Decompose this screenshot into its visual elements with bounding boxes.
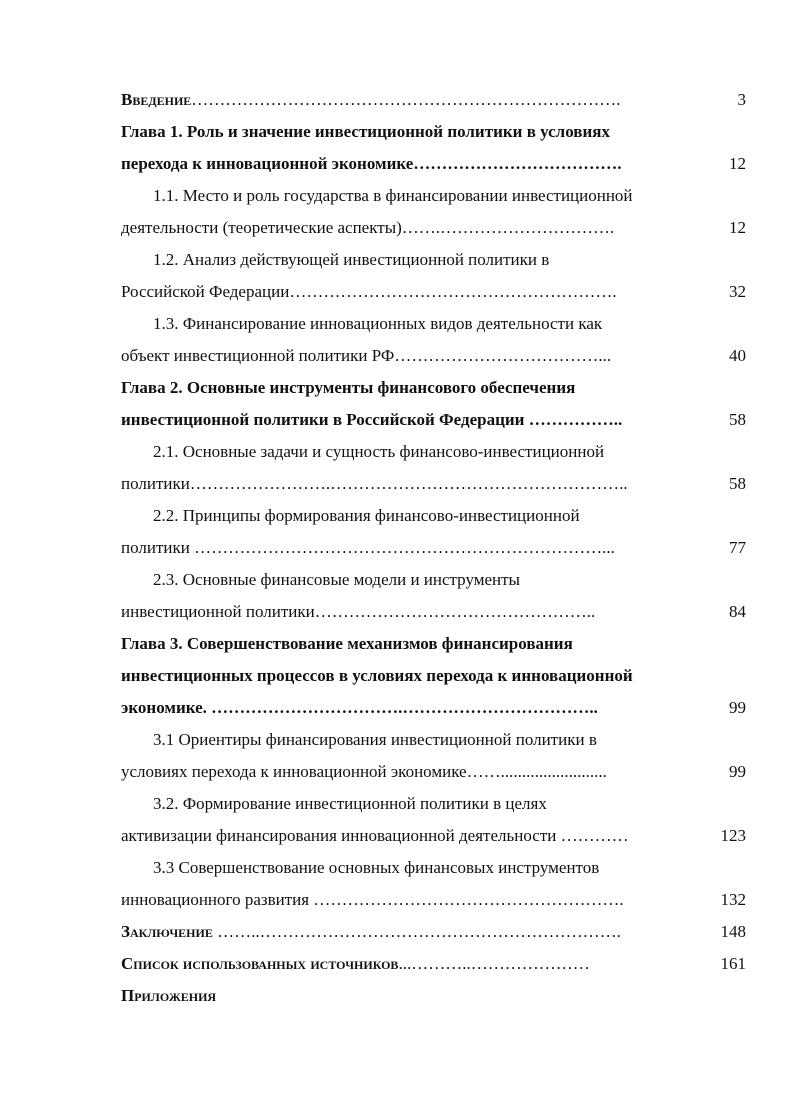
toc-entry-appendices: [121, 980, 746, 1012]
toc-section-2-1-line-1: [121, 436, 746, 468]
toc-section-2-2-title: 2.2. Принципы формирования финансово-инвестиционной: [153, 506, 580, 525]
toc-section-1-3-page: 40: [729, 346, 746, 365]
toc-section-2-2-title-cont: политики ………………………………………………………………...: [121, 538, 615, 557]
toc-section-1-1-line-1: [121, 180, 746, 212]
toc-chapter-1-line-2: [121, 148, 746, 180]
toc-section-1-2-line-2: [121, 276, 746, 308]
toc-chapter-3-line-3: [121, 692, 746, 724]
toc-section-2-1-page: 58: [729, 474, 746, 493]
toc-section-2-2-line-2: [121, 532, 746, 564]
toc-conclusion-label: Заключение: [121, 922, 213, 941]
toc-section-2-3-line-2: [121, 596, 746, 628]
toc-section-2-1-title: 2.1. Основные задачи и сущность финансово-инвестиционной: [153, 442, 605, 461]
toc-section-1-2-title: 1.2. Анализ действующей инвестиционной политики в: [153, 250, 550, 269]
toc-appendices-label: Приложения: [121, 986, 217, 1005]
toc-chapter-1-title: Глава 1. Роль и значение инвестиционной политики в условиях: [121, 122, 610, 141]
toc-section-2-2-line-1: [121, 500, 746, 532]
toc-conclusion-page: 148: [720, 922, 746, 941]
toc-chapter-3-page: 99: [729, 698, 746, 717]
toc-section-3-2-page: 123: [720, 826, 746, 845]
toc-chapter-2-line-2: [121, 404, 746, 436]
toc-chapter-1-title-cont: перехода к инновационной экономике……………………………….: [121, 154, 622, 173]
toc-section-2-3-page: 84: [729, 602, 746, 621]
toc-section-3-1-page: 99: [729, 762, 746, 781]
toc-section-3-3-line-2: [121, 884, 746, 916]
toc-chapter-1-page: 12: [729, 154, 746, 173]
toc-section-1-1-line-2: [121, 212, 746, 244]
toc-section-1-3-title: 1.3. Финансирование инновационных видов деятельности как: [153, 314, 603, 333]
toc-section-1-2-page: 32: [729, 282, 746, 301]
toc-intro-label: Введение: [121, 90, 192, 109]
toc-section-3-1-line-1: [121, 724, 746, 756]
toc-section-3-3-page: 132: [720, 890, 746, 909]
toc-section-2-1-title-cont: политики…………………….……………………………………………..: [121, 474, 628, 493]
toc-section-2-3-line-1: [121, 564, 746, 596]
toc-references-leader: ...………..…………………: [398, 954, 590, 973]
toc-chapter-2-page: 58: [729, 410, 746, 429]
toc-entry-references: [121, 948, 746, 980]
toc-section-3-3-title-cont: инновационного развития ……………………………………………….: [121, 890, 624, 909]
toc-references-page: 161: [720, 954, 746, 973]
toc-section-1-1-title-cont: деятельности (теоретические аспекты)…….………………………….: [121, 218, 615, 237]
toc-chapter-3-line-1: [121, 628, 746, 660]
toc-section-2-1-line-2: [121, 468, 746, 500]
toc-chapter-3-line-2: [121, 660, 746, 692]
toc-section-1-2-title-cont: Российской Федерации………………………………………………….: [121, 282, 617, 301]
toc-entry-conclusion: [121, 916, 746, 948]
toc-chapter-1-line-1: [121, 116, 746, 148]
toc-section-1-3-line-2: [121, 340, 746, 372]
toc-section-3-2-line-1: [121, 788, 746, 820]
toc-chapter-2-title-cont: инвестиционной политики в Российской Федерации ……………..: [121, 410, 623, 429]
toc-section-3-1-title-cont: условиях перехода к инновационной экономике…….........................: [121, 762, 607, 781]
toc-section-1-1-title: 1.1. Место и роль государства в финансировании инвестиционной: [153, 186, 633, 205]
toc-section-1-2-line-1: [121, 244, 746, 276]
toc-section-2-3-title-cont: инвестиционной политики…………………………………………..: [121, 602, 596, 621]
toc-chapter-3-title: Глава 3. Совершенствование механизмов финансирования: [121, 634, 573, 653]
toc-section-3-2-line-2: [121, 820, 746, 852]
toc-chapter-3-title-cont: инвестиционных процессов в условиях перехода к инновационной: [121, 666, 633, 685]
toc-intro-leader: ………………………………………………………………….: [191, 90, 621, 109]
toc-entry-introduction: [121, 84, 746, 116]
toc-section-2-2-page: 77: [729, 538, 746, 557]
toc-section-3-1-title: 3.1 Ориентиры финансирования инвестиционной политики в: [153, 730, 597, 749]
toc-intro-page: 3: [737, 90, 746, 109]
toc-references-label: Список использованных источников: [121, 954, 399, 973]
toc-section-2-3-title: 2.3. Основные финансовые модели и инструменты: [153, 570, 520, 589]
toc-section-3-2-title: 3.2. Формирование инвестиционной политики в целях: [153, 794, 547, 813]
table-of-contents: [121, 84, 746, 1012]
toc-chapter-2-title: Глава 2. Основные инструменты финансового обеспечения: [121, 378, 576, 397]
toc-conclusion-leader: ……..……………………………………………………….: [212, 922, 621, 941]
toc-section-3-3-title: 3.3 Совершенствование основных финансовых инструментов: [153, 858, 600, 877]
toc-section-1-1-page: 12: [729, 218, 746, 237]
toc-section-1-3-title-cont: объект инвестиционной политики РФ………………………………...: [121, 346, 612, 365]
toc-chapter-2-line-1: [121, 372, 746, 404]
toc-chapter-3-title-end: экономике. …………………………….……………………………..: [121, 698, 598, 717]
toc-section-3-2-title-cont: активизации финансирования инновационной деятельности …………: [121, 826, 629, 845]
toc-section-3-3-line-1: [121, 852, 746, 884]
toc-section-3-1-line-2: [121, 756, 746, 788]
toc-section-1-3-line-1: [121, 308, 746, 340]
